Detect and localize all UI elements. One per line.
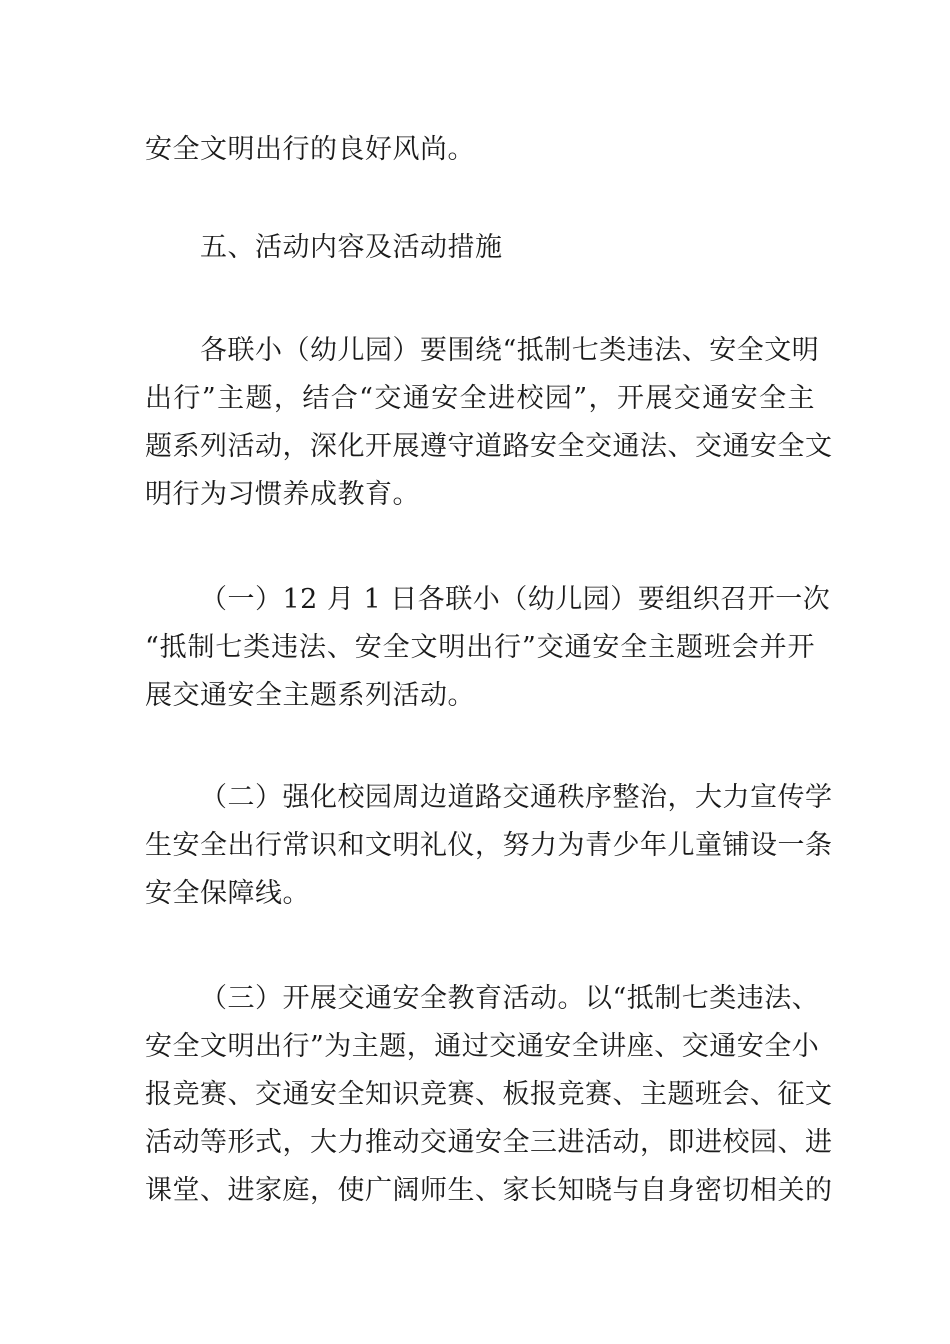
- paragraph-text-line: 安全文明出行的良好风尚。: [145, 134, 475, 165]
- list-item-line: 生安全出行常识和文明礼仪，努力为青少年儿童铺设一条: [145, 830, 833, 861]
- paragraph-text-line: 出行”主题，结合“交通安全进校园”，开展交通安全主: [145, 383, 815, 414]
- paragraph-text-line: 明行为习惯养成教育。: [145, 479, 420, 510]
- section-heading: 五、活动内容及活动措施: [200, 232, 503, 263]
- paragraph-text-line: 题系列活动，深化开展遵守道路安全交通法、交通安全文: [145, 431, 833, 462]
- list-item-line: 安全文明出行”为主题，通过交通安全讲座、交通安全小: [145, 1031, 820, 1062]
- paragraph-text-line: 各联小（幼儿园）要围绕“抵制七类违法、安全文明: [200, 335, 820, 366]
- list-item-line: （二）强化校园周边道路交通秩序整治，大力宣传学: [200, 782, 833, 813]
- list-item-line: “抵制七类违法、安全文明出行”交通安全主题班会并开: [145, 632, 815, 663]
- list-item-line: 课堂、进家庭，使广阔师生、家长知晓与自身密切相关的: [145, 1175, 833, 1206]
- list-item-line: 活动等形式，大力推动交通安全三进活动，即进校园、进: [145, 1127, 833, 1158]
- list-item-line: （一）12 月 1 日各联小（幼儿园）要组织召开一次: [200, 584, 831, 615]
- list-item-line: 展交通安全主题系列活动。: [145, 680, 475, 711]
- list-item-line: （三）开展交通安全教育活动。以“抵制七类违法、: [200, 983, 820, 1014]
- list-item-line: 安全保障线。: [145, 878, 310, 909]
- list-item-line: 报竞赛、交通安全知识竞赛、板报竞赛、主题班会、征文: [145, 1079, 833, 1110]
